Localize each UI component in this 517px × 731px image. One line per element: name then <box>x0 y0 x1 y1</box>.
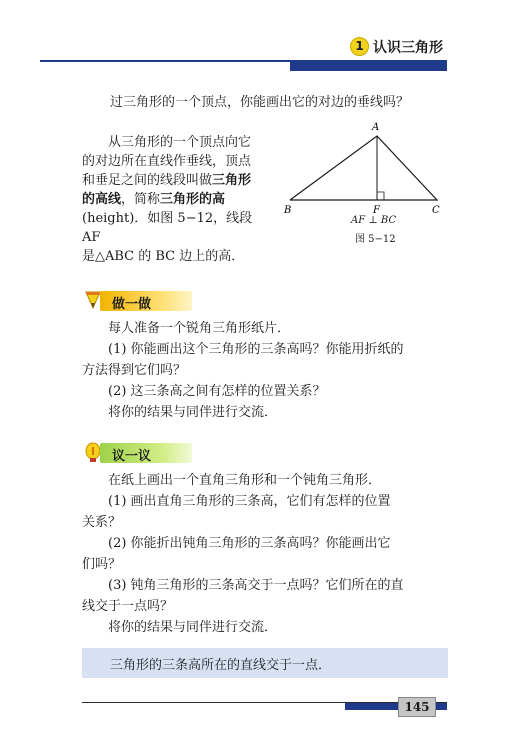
term-triangle-height: 三角形的高 <box>160 192 226 207</box>
figure-relation: AF ⊥ BC <box>351 215 397 226</box>
definition-line-3-text: 和垂足之间的线段叫做 <box>82 173 213 188</box>
term-abbrev-text: ，简称 <box>121 192 161 207</box>
opening-question: 过三角形的一个顶点，你能画出它的对边的垂线吗？ <box>110 95 410 110</box>
vertex-label-b: B <box>284 205 292 216</box>
discussion-title: 议一议 <box>112 449 152 464</box>
vertex-label-a: A <box>372 122 380 133</box>
activity-line-1: 每人准备一个锐角三角形纸片． <box>108 321 291 336</box>
discussion-line-6: (3) 钝角三角形的三条高交于一点吗？它们所在的直 <box>108 578 404 593</box>
discussion-line-4: (2) 你能折出钝角三角形的三条高吗？你能画出它 <box>108 536 391 551</box>
discussion-line-2: (1) 画出直角三角形的三条高，它们有怎样的位置 <box>108 494 391 509</box>
definition-line-3 <box>82 171 272 190</box>
discussion-line-3: 关系？ <box>82 515 122 530</box>
section-number-badge: 1 <box>350 37 369 56</box>
discussion-line-7: 线交于一点吗？ <box>82 599 174 614</box>
definition-line-6: 是△ABC 的 BC 边上的高． <box>82 249 245 264</box>
discussion-body <box>82 470 452 638</box>
page-number: 145 <box>398 697 436 717</box>
section-title: 认识三角形 <box>373 40 443 56</box>
term-triangle: 三角形 <box>212 173 252 188</box>
activity-title: 做一做 <box>112 297 152 312</box>
activity-line-5: 将你的结果与同伴进行交流． <box>108 405 278 420</box>
height-definition <box>82 133 272 266</box>
term-height-line: 的高线 <box>82 192 122 207</box>
definition-line-5: (height)．如图 5−12，线段 AF <box>82 211 253 245</box>
right-angle-mark <box>377 192 384 200</box>
activity-line-4: (2) 这三条高之间有怎样的位置关系？ <box>108 384 326 399</box>
definition-line-2: 的对边所在直线作垂线，顶点 <box>82 154 252 169</box>
activity-body <box>82 318 452 423</box>
vertex-label-c: C <box>432 205 440 216</box>
discussion-line-1: 在纸上画出一个直角三角形和一个钝角三角形． <box>108 473 382 488</box>
figure-caption: 图 5−12 <box>355 234 396 245</box>
definition-line-1: 从三角形的一个顶点向它 <box>108 135 252 150</box>
header-bar <box>290 62 447 71</box>
vertex-label-f: F <box>373 205 380 216</box>
discussion-line-8: 将你的结果与同伴进行交流． <box>108 620 278 635</box>
conclusion-text: 三角形的三条高所在的直线交于一点． <box>110 658 332 673</box>
activity-line-2: (1) 你能画出这个三角形的三条高吗？你能用折纸的 <box>108 342 404 357</box>
discussion-line-5: 们吗？ <box>82 557 122 572</box>
triangle-abc <box>290 136 437 200</box>
definition-line-4 <box>82 190 272 209</box>
activity-line-3: 方法得到它们吗？ <box>82 363 187 378</box>
triangle-figure <box>280 118 450 218</box>
